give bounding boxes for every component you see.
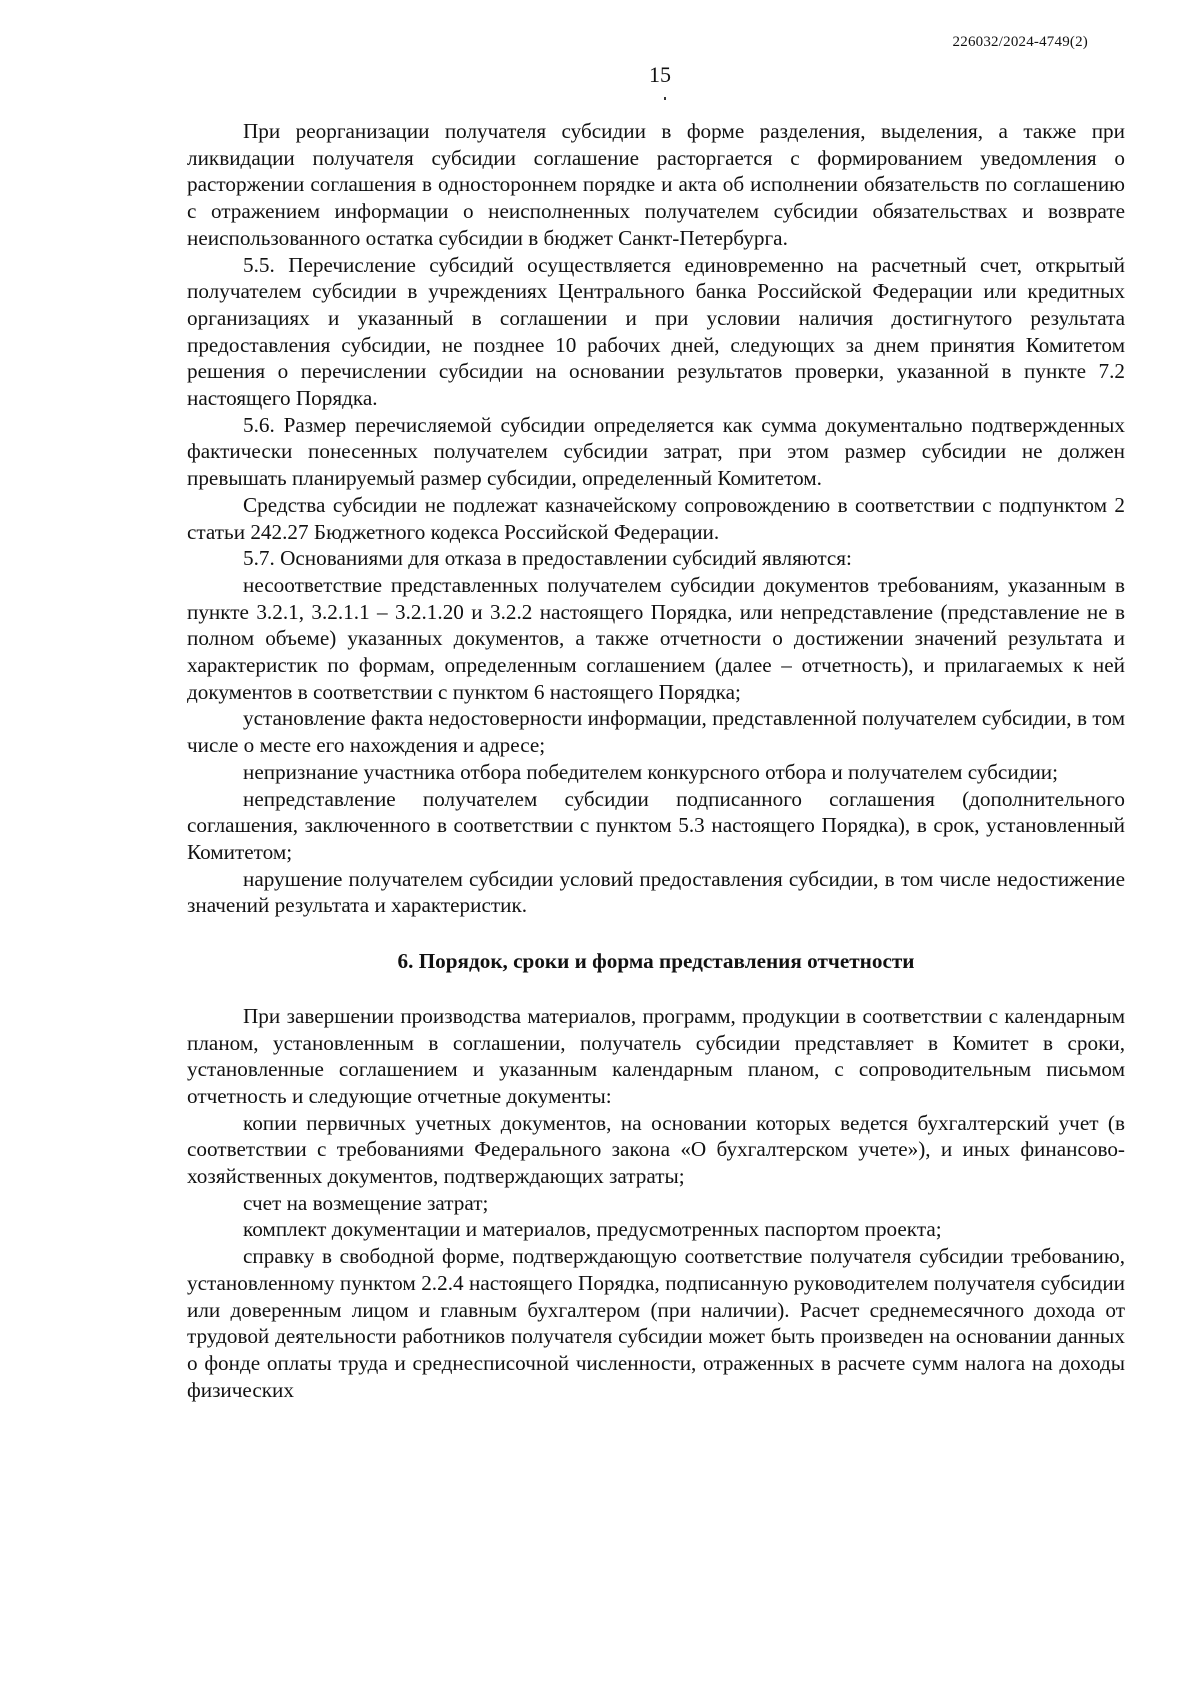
- paragraph-5-7: 5.7. Основаниями для отказа в предоставлении субсидий являются:: [243, 546, 852, 571]
- document-body: [187, 118, 1125, 1403]
- refusal-item-violation: нарушение получателем субсидии условий предоставления субсидии, в том числе недостижение значений результата и характеристик.: [187, 866, 1125, 918]
- refusal-item-not-winner: непризнание участника отбора победителем конкурсного отбора и получателем субсидии;: [243, 759, 1059, 784]
- paragraph-5-6: 5.6. Размер перечисляемой субсидии определяется как сумма документально подтвержденных фактически понесенных получателем субсидии затрат, при этом размер субсидии не должен превышать планируемый размер субсидии, определенный Комитетом.: [187, 412, 1125, 491]
- refusal-item-no-agreement: непредставление получателем субсидии подписанного соглашения (дополнительного соглашения, заключенного в соответствии с пунктом 5.3 настоящего Порядка), в срок, установленный Комитетом;: [187, 786, 1125, 864]
- section-heading-6: 6. Порядок, сроки и форма представления отчетности: [397, 949, 915, 974]
- page-number: 15: [649, 62, 671, 87]
- report-item-primary-docs: копии первичных учетных документов, на основании которых ведется бухгалтерский учет (в соответствии с требованиями Федерального закона «О бухгалтерском учете»), и иных финансово-хозяйственных документов, подтверждающих затраты;: [187, 1110, 1125, 1189]
- report-item-certificate: справку в свободной форме, подтверждающую соответствие получателя субсидии требованию, установленному пунктом 2.2.4 настоящего Порядка, подписанную руководителем получателя субсидии или доверенным лицом и главным бухгалтером (при наличии). Расчет среднемесячного дохода от трудовой деятельности работников получателя субсидии может быть произведен на основании данных о фонде оплаты труда и среднесписочной численности, отраженных в расчете сумм налога на доходы физических: [187, 1244, 1125, 1402]
- scan-speck: [664, 97, 666, 100]
- paragraph-treasury: Средства субсидии не подлежат казначейскому сопровождению в соответствии с подпунктом 2 статьи 242.27 Бюджетного кодекса Российской Федерации.: [187, 492, 1125, 544]
- paragraph-reporting-intro: При завершении производства материалов, программ, продукции в соответствии с календарным планом, установленным в соглашении, получатель субсидии представляет в Комитет в сроки, установленные соглашением и указанным календарным планом, с сопроводительным письмом отчетность и следующие отчетные документы:: [187, 1003, 1125, 1108]
- refusal-item-unreliable-info: установление факта недостоверности информации, представленной получателем субсидии, в том числе о месте его нахождения и адресе;: [187, 706, 1125, 758]
- paragraph-5-5: 5.5. Перечисление субсидий осуществляется единовременно на расчетный счет, открытый получателем субсидии в учреждениях Центрального банка Российской Федерации или кредитных организациях и указанный в соглашении и при условии наличия достигнутого результата предоставления субсидии, не позднее 10 рабочих дней, следующих за днем принятия Комитетом решения о перечислении субсидии на основании результатов проверки, указанной в пункте 7.2 настоящего Порядка.: [187, 252, 1125, 411]
- report-item-documentation-set: комплект документации и материалов, предусмотренных паспортом проекта;: [243, 1217, 942, 1242]
- report-item-invoice: счет на возмещение затрат;: [243, 1190, 489, 1215]
- paragraph-reorganization: При реорганизации получателя субсидии в форме разделения, выделения, а также при ликвидации получателя субсидии соглашение расторгается с формированием уведомления о расторжении соглашения в одностороннем порядке и акта об исполнении обязательств по соглашению с отражением информации о неисполненных получателем субсидии обязательствах и возврате неиспользованного остатка субсидии в бюджет Санкт-Петербурга.: [187, 119, 1125, 250]
- document-id: 226032/2024-4749(2): [952, 34, 1088, 50]
- refusal-item-noncompliance: несоответствие представленных получателем субсидии документов требованиям, указанным в пункте 3.2.1, 3.2.1.1 – 3.2.1.20 и 3.2.2 настоящего Порядка, или непредставление (представление не в полном объеме) указанных документов, а также отчетности о достижении значений результата и характеристик по формам, определенным соглашением (далее – отчетность), и прилагаемых к ней документов в соответствии с пунктом 6 настоящего Порядка;: [187, 572, 1125, 704]
